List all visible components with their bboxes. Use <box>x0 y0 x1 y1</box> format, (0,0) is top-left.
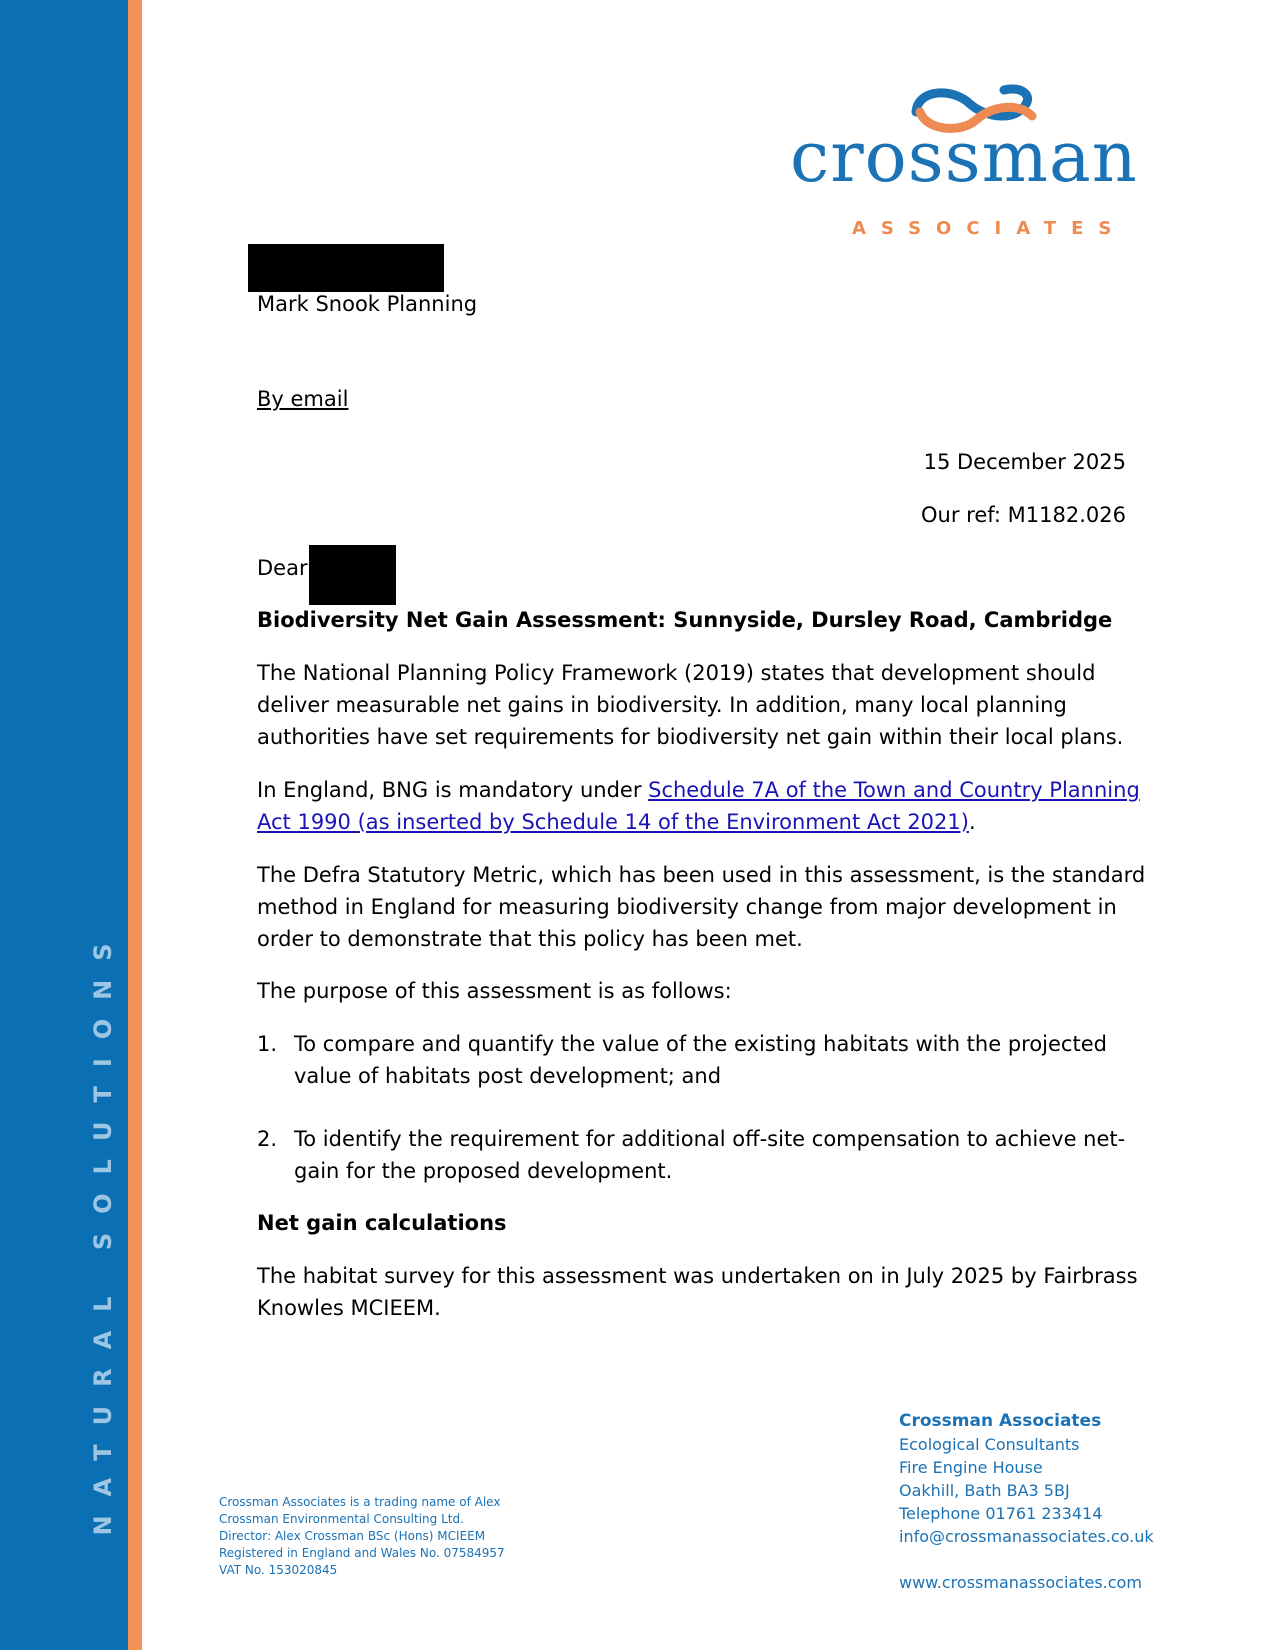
paragraph-line <box>257 806 976 838</box>
footer-website[interactable]: www.crossmanassociates.com <box>899 1573 1142 1592</box>
list-number: 2. <box>257 1127 278 1151</box>
footer-legal-line: Crossman Environmental Consulting Ltd. <box>219 1512 464 1526</box>
list-item-line: To identify the requirement for additional off-site compensation to achieve net- <box>294 1127 1126 1151</box>
paragraph-purpose: The purpose of this assessment is as follows: <box>257 979 732 1003</box>
sidebar-stripe <box>128 0 142 1650</box>
legislation-link[interactable]: Schedule 7A of the Town and Country Planning <box>648 778 1140 802</box>
section-heading: Net gain calculations <box>257 1211 507 1235</box>
paragraph-text: In England, BNG is mandatory under <box>257 778 649 802</box>
paragraph-line: order to demonstrate that this policy has been met. <box>257 927 803 951</box>
footer-legal-line: Director: Alex Crossman BSc (Hons) MCIEEM <box>219 1529 486 1543</box>
footer-legal-line: VAT No. 153020845 <box>219 1563 338 1577</box>
footer-contact <box>899 1410 1154 1594</box>
legislation-link-continued[interactable]: Act 1990 (as inserted by Schedule 14 of the Environment Act 2021) <box>257 810 969 834</box>
paragraph-line: The National Planning Policy Framework (2019) states that development should <box>257 661 1096 685</box>
paragraph-line: The habitat survey for this assessment was undertaken on in July 2025 by Fairbrass <box>257 1264 1138 1288</box>
footer-contact-line: Ecological Consultants <box>899 1435 1080 1454</box>
recipient-company: Mark Snook Planning <box>257 292 478 316</box>
list-number: 1. <box>257 1032 278 1056</box>
footer-legal <box>219 1494 505 1579</box>
footer-contact-line: Telephone 01761 233414 <box>899 1504 1103 1523</box>
redaction-recipient-name <box>248 244 444 292</box>
paragraph-line: The Defra Statutory Metric, which has been used in this assessment, is the standard <box>257 863 1146 887</box>
paragraph-text: . <box>968 810 976 834</box>
delivery-method: By email <box>257 387 349 411</box>
redaction-addressee <box>309 545 396 605</box>
footer-legal-line: Crossman Associates is a trading name of Alex <box>219 1495 501 1509</box>
paragraph-line: method in England for measuring biodiversity change from major development in <box>257 895 1117 919</box>
list-item-line: To compare and quantify the value of the existing habitats with the projected <box>294 1032 1107 1056</box>
letter-subject: Biodiversity Net Gain Assessment: Sunnyside, Dursley Road, Cambridge <box>257 608 1113 632</box>
salutation: Dear <box>257 556 308 580</box>
paragraph-line: deliver measurable net gains in biodiversity. In addition, many local planning <box>257 693 1067 717</box>
paragraph-line: Knowles MCIEEM. <box>257 1296 441 1320</box>
footer-email[interactable]: info@crossmanassociates.co.uk <box>899 1527 1154 1546</box>
company-logo <box>790 82 1160 242</box>
letter-reference: Our ref: M1182.026 <box>921 503 1126 527</box>
footer-contact-line: Oakhill, Bath BA3 5BJ <box>899 1481 1070 1500</box>
footer-company-name: Crossman Associates <box>899 1411 1102 1431</box>
paragraph-line: authorities have set requirements for biodiversity net gain within their local plans. <box>257 725 1124 749</box>
list-item-line: value of habitats post development; and <box>294 1064 722 1088</box>
paragraph-line <box>257 774 1140 806</box>
footer-contact-line: Fire Engine House <box>899 1458 1043 1477</box>
sidebar-tagline: NATURAL SOLUTIONS <box>89 924 117 1536</box>
logo-subtitle: ASSOCIATES <box>852 218 1127 239</box>
logo-wordmark: crossman <box>790 116 1138 198</box>
footer-legal-line: Registered in England and Wales No. 07584957 <box>219 1546 505 1560</box>
list-item-line: gain for the proposed development. <box>294 1159 673 1183</box>
letter-date: 15 December 2025 <box>923 450 1126 474</box>
